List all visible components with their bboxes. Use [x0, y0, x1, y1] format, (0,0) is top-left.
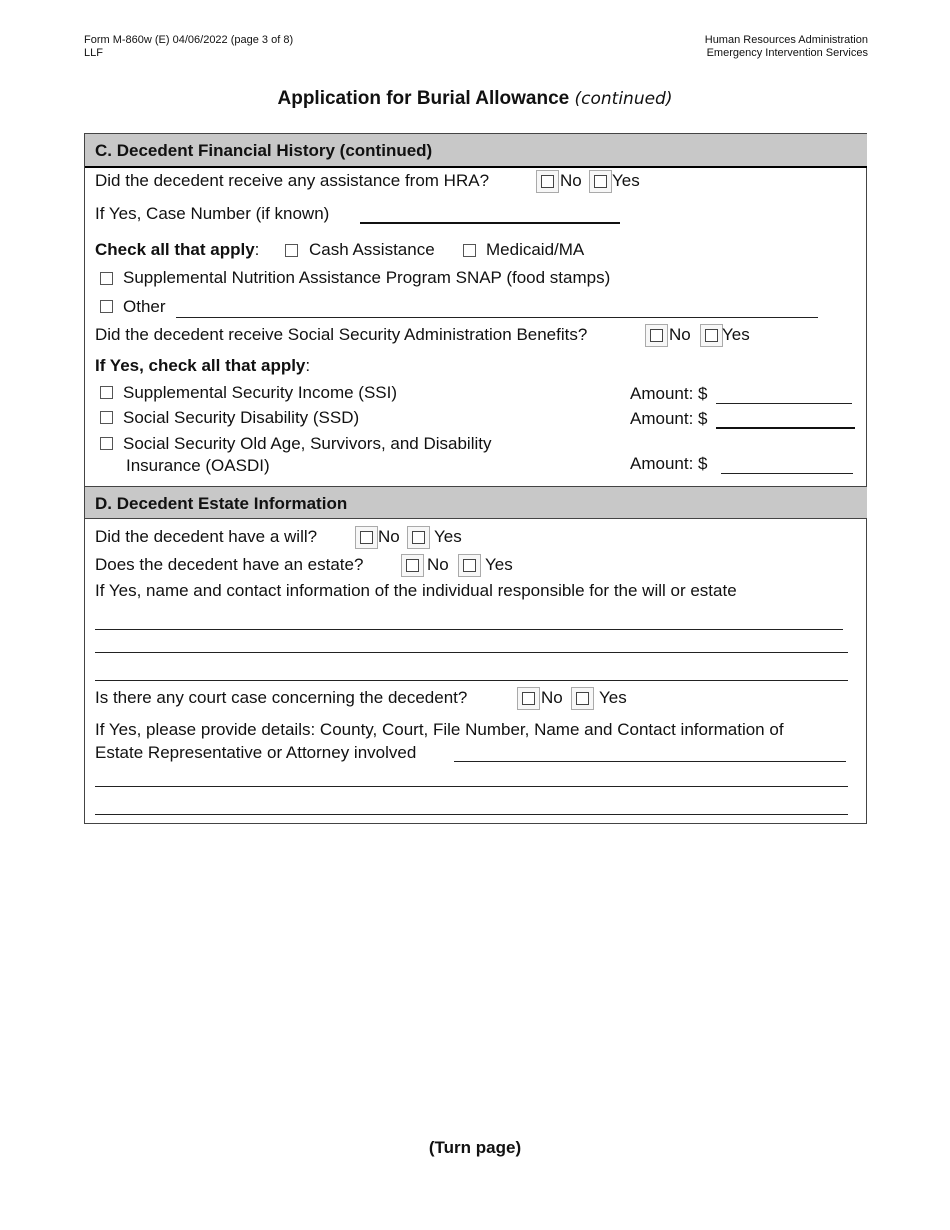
if-yes-check-row [95, 356, 310, 376]
estate-no-label: No [427, 555, 449, 574]
oasdi-amount-field[interactable] [721, 473, 853, 474]
form-id: Form M-860w (E) 04/06/2022 (page 3 of 8) [84, 34, 294, 46]
responsible-label: If Yes, name and contact information of the individual responsible for the will or estate [95, 581, 737, 600]
hra-no-checkbox[interactable] [536, 170, 559, 193]
details-field-2[interactable] [95, 786, 848, 787]
case-number-field[interactable] [360, 222, 620, 224]
responsible-field-2[interactable] [95, 652, 848, 653]
check-all-label: Check all that apply [95, 240, 255, 259]
court-yes-checkbox[interactable] [571, 687, 594, 710]
ssi-amount-field[interactable] [716, 403, 852, 404]
responsible-field-1[interactable] [95, 629, 843, 630]
will-question: Did the decedent have a will? [95, 527, 318, 546]
section-c-heading: C. Decedent Financial History (continued) [85, 134, 867, 168]
oasdi-checkbox[interactable] [100, 437, 113, 450]
court-yes-label: Yes [599, 688, 627, 707]
cash-assistance-checkbox[interactable] [285, 244, 298, 257]
oasdi-amount-label: Amount: $ [630, 454, 708, 473]
page-title [0, 88, 950, 110]
ssd-checkbox[interactable] [100, 411, 113, 424]
ssi-amount-label: Amount: $ [630, 384, 708, 403]
oasdi-label-line2: Insurance (OASDI) [126, 456, 270, 475]
details-field-1[interactable] [454, 761, 846, 762]
hra-question: Did the decedent receive any assistance from HRA? [95, 171, 490, 190]
ssa-no-checkbox[interactable] [645, 324, 668, 347]
hra-yes-checkbox[interactable] [589, 170, 612, 193]
details-label-line2: Estate Representative or Attorney involved [95, 743, 417, 762]
snap-label: Supplemental Nutrition Assistance Program SNAP (food stamps) [123, 268, 611, 287]
ssa-yes-label: Yes [722, 325, 750, 344]
medicaid-label: Medicaid/MA [486, 240, 585, 259]
check-all-label-row [95, 240, 259, 260]
title-main: Application for Burial Allowance [277, 88, 570, 109]
ssa-no-label: No [669, 325, 691, 344]
ssi-label: Supplemental Security Income (SSI) [123, 383, 398, 402]
hra-yes-label: Yes [612, 171, 640, 190]
oasdi-label-line1: Social Security Old Age, Survivors, and Disability [123, 434, 492, 453]
form-code: LLF [84, 47, 103, 59]
title-suffix: (continued) [574, 89, 673, 109]
court-no-checkbox[interactable] [517, 687, 540, 710]
ssi-checkbox[interactable] [100, 386, 113, 399]
agency-name: Human Resources Administration [704, 34, 868, 46]
will-no-label: No [378, 527, 400, 546]
other-field[interactable] [176, 317, 818, 318]
turn-page-note: (Turn page) [428, 1138, 522, 1157]
details-field-3[interactable] [95, 814, 848, 815]
case-number-label: If Yes, Case Number (if known) [95, 204, 330, 223]
form-header-right [705, 34, 868, 60]
other-checkbox[interactable] [100, 300, 113, 313]
will-yes-checkbox[interactable] [407, 526, 430, 549]
snap-checkbox[interactable] [100, 272, 113, 285]
check-all-colon: : [254, 240, 260, 259]
medicaid-checkbox[interactable] [463, 244, 476, 257]
estate-yes-label: Yes [485, 555, 513, 574]
responsible-field-3[interactable] [95, 680, 848, 681]
estate-question: Does the decedent have an estate? [95, 555, 364, 574]
hra-no-label: No [560, 171, 582, 190]
cash-assistance-label: Cash Assistance [309, 240, 435, 259]
ssa-yes-checkbox[interactable] [700, 324, 723, 347]
section-d-heading: D. Decedent Estate Information [85, 486, 867, 519]
court-question: Is there any court case concerning the decedent? [95, 688, 468, 707]
other-label: Other [123, 297, 166, 316]
will-no-checkbox[interactable] [355, 526, 378, 549]
ssd-label: Social Security Disability (SSD) [123, 408, 360, 427]
if-yes-check-label: If Yes, check all that apply [95, 356, 306, 375]
ssa-question: Did the decedent receive Social Security Administration Benefits? [95, 325, 588, 344]
ssd-amount-field[interactable] [716, 427, 855, 429]
if-yes-colon: : [305, 356, 311, 375]
division-name: Emergency Intervention Services [706, 47, 868, 59]
will-yes-label: Yes [434, 527, 462, 546]
form-header-left [84, 34, 293, 60]
court-no-label: No [541, 688, 563, 707]
ssd-amount-label: Amount: $ [630, 409, 708, 428]
estate-yes-checkbox[interactable] [458, 554, 481, 577]
estate-no-checkbox[interactable] [401, 554, 424, 577]
details-label-line1: If Yes, please provide details: County, Court, File Number, Name and Contact information of [95, 720, 784, 739]
